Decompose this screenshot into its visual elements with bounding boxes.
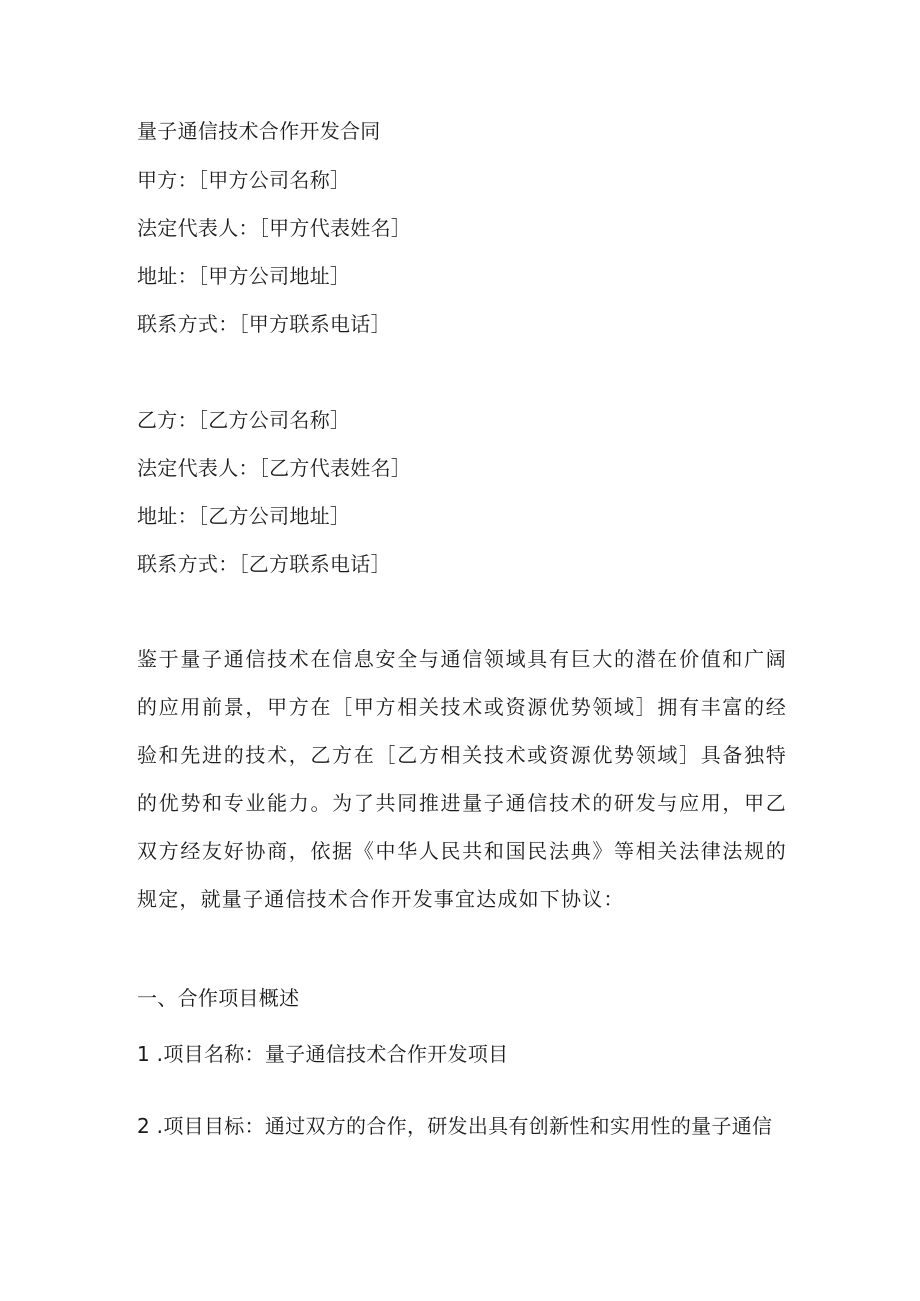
preamble-paragraph: 鉴于量子通信技术在信息安全与通信领域具有巨大的潜在价值和广阔的应用前景，甲方在［甲方相关技术或资源优势领域］拥有丰富的经验和先进的技术，乙方在［乙方相关技术或资源优势领域］具备独特的优势和专业能力。为了共同推进量子通信技术的研发与应用，甲乙双方经友好协商，依据《中华人民共和国民法典》等相关法律法规的规定，就量子通信技术合作开发事宜达成如下协议： [137, 647, 787, 911]
party-a-contact: 联系方式：［甲方联系电话］ [137, 312, 391, 336]
section-1-heading: 一、合作项目概述 [137, 986, 300, 1010]
party-a-representative: 法定代表人：［甲方代表姓名］ [137, 216, 412, 240]
party-b-name: 乙方：［乙方公司名称］ [137, 408, 351, 432]
party-b-address: 地址：［乙方公司地址］ [137, 504, 351, 528]
party-a-name: 甲方：［甲方公司名称］ [137, 168, 351, 192]
party-b-representative: 法定代表人：［乙方代表姓名］ [137, 456, 412, 480]
party-b-contact: 联系方式：［乙方联系电话］ [137, 552, 391, 576]
section-1-item-1: 1 .项目名称：量子通信技术合作开发项目 [137, 1042, 509, 1066]
section-1-item-2: 2 .项目目标：通过双方的合作，研发出具有创新性和实用性的量子通信 [137, 1114, 773, 1138]
party-a-address: 地址：［甲方公司地址］ [137, 264, 351, 288]
contract-title: 量子通信技术合作开发合同 [137, 119, 381, 143]
